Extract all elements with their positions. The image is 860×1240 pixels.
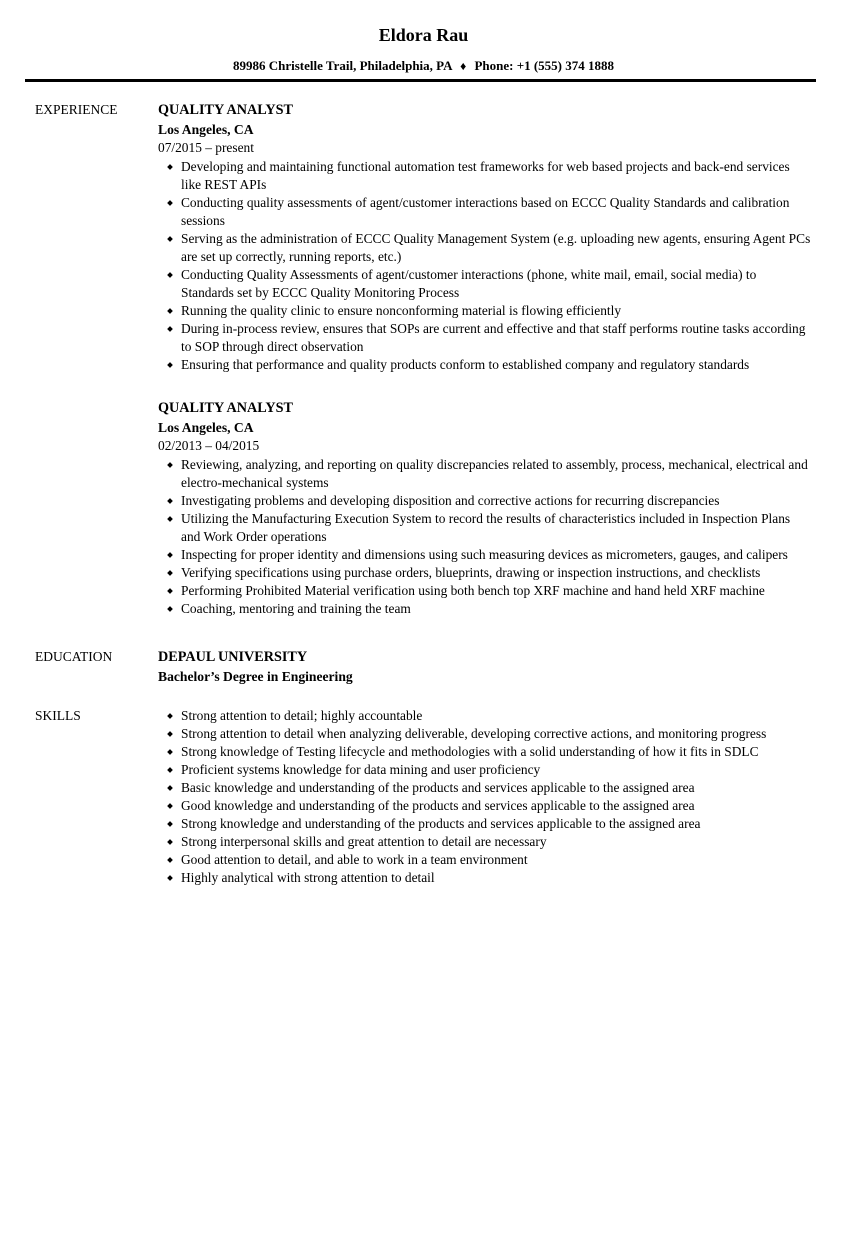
section-experience [35, 101, 812, 618]
bullet-icon [167, 749, 173, 755]
bullet-text: Inspecting for proper identity and dimensions using such measuring devices as micrometers, gauges, and calipers [181, 547, 788, 562]
bullet-icon [167, 785, 173, 791]
header-divider [25, 79, 816, 82]
section-skills [35, 707, 812, 887]
bullet-text: Proficient systems knowledge for data mining and user proficiency [181, 762, 541, 777]
bullet-icon [167, 200, 173, 206]
resume-header [35, 24, 812, 82]
bullet-text: Strong attention to detail; highly accountable [181, 708, 423, 723]
bullet-icon [167, 326, 173, 332]
section-label-skills: SKILLS [35, 708, 81, 723]
bullet-text: During in-process review, ensures that SOPs are current and effective and that staff performs routine tasks according to SOP through direct observation [181, 321, 806, 354]
bullet-icon [167, 570, 173, 576]
bullet-text: Strong knowledge and understanding of the products and services applicable to the assigned area [181, 816, 701, 831]
list-item [167, 761, 812, 779]
bullet-text: Performing Prohibited Material verification using both bench top XRF machine and hand held XRF machine [181, 583, 765, 598]
bullet-icon [167, 362, 173, 368]
list-item [167, 230, 812, 266]
list-item [167, 564, 812, 582]
list-item [167, 779, 812, 797]
list-item [167, 582, 812, 600]
bullet-text: Serving as the administration of ECCC Quality Management System (e.g. uploading new agents, ensuring Agent PCs are set up correctly, running reports, etc.) [181, 231, 811, 264]
list-item [167, 707, 812, 725]
list-item [167, 600, 812, 618]
bullet-icon [167, 821, 173, 827]
bullet-text: Good attention to detail, and able to work in a team environment [181, 852, 528, 867]
list-item [167, 743, 812, 761]
job-dates: 07/2015 – present [158, 140, 254, 155]
bullet-icon [167, 606, 173, 612]
bullet-icon [167, 516, 173, 522]
bullet-text: Good knowledge and understanding of the products and services applicable to the assigned area [181, 798, 695, 813]
candidate-name: Eldora Rau [378, 25, 469, 45]
skills-content [158, 707, 812, 887]
bullet-text: Verifying specifications using purchase orders, blueprints, drawing or inspection instructions, and checklists [181, 565, 761, 580]
list-item [167, 356, 812, 374]
list-item [167, 725, 812, 743]
education-degree: Bachelor’s Degree in Engineering [158, 669, 353, 684]
bullet-icon [167, 875, 173, 881]
list-item [167, 815, 812, 833]
list-item [167, 320, 812, 356]
bullet-text: Running the quality clinic to ensure nonconforming material is flowing efficiently [181, 303, 622, 318]
list-item [167, 546, 812, 564]
contact-address: 89986 Christelle Trail, Philadelphia, PA [232, 58, 452, 73]
job-location: Los Angeles, CA [158, 420, 254, 435]
bullet-text: Conducting quality assessments of agent/customer interactions based on ECCC Quality Standards and calibration sessions [181, 195, 790, 228]
bullet-icon [167, 767, 173, 773]
bullet-icon [167, 308, 173, 314]
bullet-icon [167, 462, 173, 468]
list-item [167, 869, 812, 887]
list-item [167, 266, 812, 302]
bullet-text: Strong knowledge of Testing lifecycle and methodologies with a solid understanding of how it fits in SDLC [181, 744, 759, 759]
contact-phone: Phone: +1 (555) 374 1888 [474, 58, 615, 73]
bullet-icon [167, 731, 173, 737]
education-content [158, 648, 812, 687]
diamond-separator-icon: ♦ [460, 59, 467, 73]
bullet-text: Coaching, mentoring and training the team [181, 601, 411, 616]
experience-jobs [158, 101, 812, 618]
list-item [167, 797, 812, 815]
bullet-icon [167, 552, 173, 558]
bullet-text: Strong interpersonal skills and great attention to detail are necessary [181, 834, 547, 849]
job-title: QUALITY ANALYST [158, 400, 293, 416]
bullet-text: Conducting Quality Assessments of agent/customer interactions (phone, white mail, email, social media) to Standards set by ECCC Quality Monitoring Process [181, 267, 757, 300]
section-label-experience: EXPERIENCE [35, 102, 118, 117]
job-dates: 02/2013 – 04/2015 [158, 438, 260, 453]
bullet-text: Developing and maintaining functional automation test frameworks for web based projects and back-end services like REST APIs [181, 159, 790, 192]
contact-line [35, 58, 812, 74]
bullet-text: Investigating problems and developing disposition and corrective actions for recurring discrepancies [181, 493, 720, 508]
bullet-icon [167, 713, 173, 719]
job-location: Los Angeles, CA [158, 122, 254, 137]
bullet-icon [167, 236, 173, 242]
section-education [35, 648, 812, 687]
list-item [167, 492, 812, 510]
bullet-text: Basic knowledge and understanding of the products and services applicable to the assigned area [181, 780, 695, 795]
job-title: QUALITY ANALYST [158, 102, 293, 118]
job-bullet-list [158, 456, 812, 618]
list-item [167, 456, 812, 492]
list-item [167, 510, 812, 546]
bullet-icon [167, 498, 173, 504]
section-label-education: EDUCATION [35, 649, 113, 664]
list-item [167, 833, 812, 851]
bullet-icon [167, 272, 173, 278]
bullet-text: Utilizing the Manufacturing Execution System to record the results of characteristics included in Inspection Plans and Work Order operations [181, 511, 791, 544]
list-item [167, 302, 812, 320]
list-item [167, 851, 812, 869]
job-entry [158, 101, 812, 374]
list-item [167, 194, 812, 230]
bullet-icon [167, 164, 173, 170]
bullet-text: Ensuring that performance and quality products conform to established company and regulatory standards [181, 357, 750, 372]
bullet-icon [167, 803, 173, 809]
job-entry [158, 399, 812, 618]
list-item [167, 158, 812, 194]
skills-list [158, 707, 812, 887]
bullet-icon [167, 857, 173, 863]
bullet-icon [167, 839, 173, 845]
job-bullet-list [158, 158, 812, 374]
bullet-icon [167, 588, 173, 594]
education-school: DEPAUL UNIVERSITY [158, 649, 308, 665]
bullet-text: Highly analytical with strong attention to detail [181, 870, 435, 885]
bullet-text: Strong attention to detail when analyzing deliverable, developing corrective actions, and monitoring progress [181, 726, 767, 741]
bullet-text: Reviewing, analyzing, and reporting on quality discrepancies related to assembly, process, mechanical, electrical and electro-mechanical systems [181, 457, 808, 490]
